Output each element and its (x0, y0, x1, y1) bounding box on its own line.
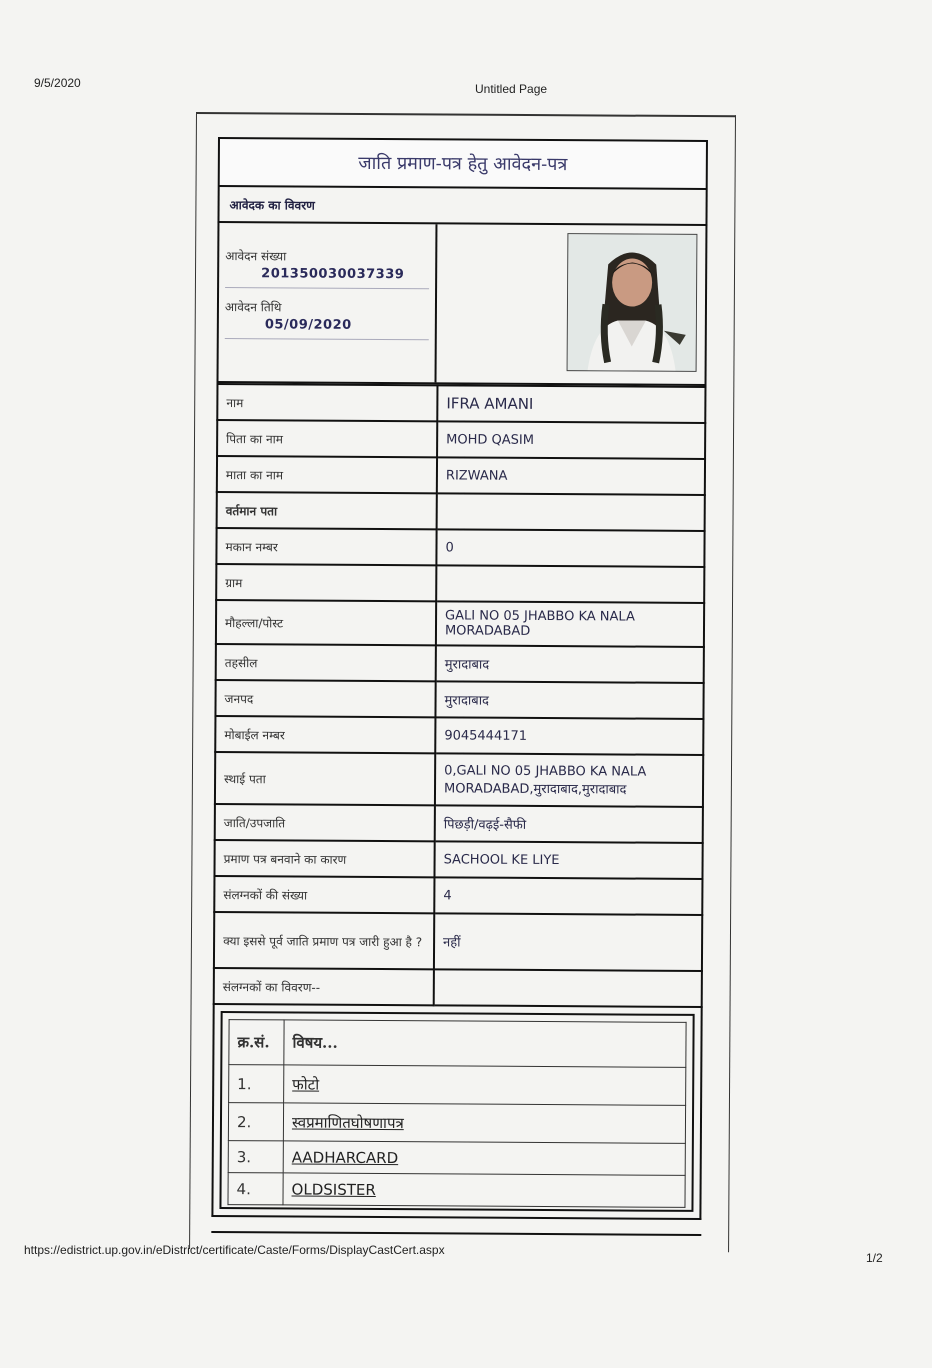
attachment-link-aadhar[interactable]: AADHARCARD (283, 1141, 685, 1175)
field-value: 4 (434, 877, 702, 915)
field-value: IFRA AMANI (437, 385, 705, 423)
attachment-sn: 1. (229, 1065, 284, 1103)
field-label: मौहल्ला/पोस्ट (216, 600, 436, 645)
field-value (437, 493, 705, 531)
attachments-frame (219, 1011, 694, 1212)
attachments-table (227, 1019, 686, 1208)
print-date: 9/5/2020 (34, 76, 81, 90)
application-meta (219, 223, 438, 382)
attachment-row (228, 1141, 685, 1176)
field-value: MOHD QASIM (437, 421, 705, 459)
field-label: मकान नम्बर (216, 528, 436, 565)
field-label: तहसील (216, 644, 436, 681)
field-value: RIZWANA (437, 457, 705, 495)
col-serial-no: क्र.सं. (229, 1020, 284, 1065)
field-row-name (217, 384, 705, 423)
applicant-photo-image (568, 234, 697, 371)
field-row-locality (216, 600, 704, 647)
field-label: संलग्नकों का विवरण-- (214, 968, 434, 1005)
field-row-caste (215, 804, 703, 843)
field-value (434, 969, 702, 1007)
print-url: https://edistrict.up.gov.in/eDistrict/certificate/Caste/Forms/DisplayCastCert.aspx (24, 1243, 445, 1257)
print-page-number: 1/2 (866, 1251, 883, 1265)
field-value: 0,GALI NO 05 JHABBO KA NALA MORADABAD,मुरादाबाद,मुरादाबाद (435, 753, 703, 807)
field-row-village (216, 564, 704, 603)
field-row-tehsil (216, 644, 704, 683)
attachment-sn: 3. (228, 1141, 283, 1173)
field-row-attachment-count (214, 876, 702, 915)
form-title: जाति प्रमाण-पत्र हेतु आवेदन-पत्र (218, 137, 708, 190)
field-row-district (215, 680, 703, 719)
field-value: SACHOOL KE LIYE (434, 841, 702, 879)
photo-cell (437, 224, 706, 384)
field-value: 9045444171 (435, 717, 703, 755)
caste-application-form (211, 137, 708, 1236)
application-no-label: आवेदन संख्या (225, 249, 287, 264)
field-value: मुरादाबाद (435, 681, 703, 719)
field-value: 0 (436, 529, 704, 567)
attachment-sn: 2. (228, 1103, 283, 1141)
field-value (436, 565, 704, 603)
attachment-row (229, 1065, 686, 1106)
attachment-link-oldsister[interactable]: OLDSISTER (283, 1173, 685, 1207)
field-label: जाति/उपजाति (215, 804, 435, 841)
attachment-row (228, 1103, 685, 1144)
attachment-link-photo[interactable]: फोटो (284, 1065, 686, 1105)
field-label: जनपद (215, 680, 435, 717)
field-row-father-name (217, 420, 705, 459)
application-no-value: 201350030037339 (225, 266, 429, 289)
field-label: वर्तमान पता (217, 492, 437, 529)
applicant-photo (567, 233, 698, 372)
print-page-title: Untitled Page (475, 82, 548, 96)
application-date-value: 05/09/2020 (225, 317, 429, 340)
attachment-link-self-declaration[interactable]: स्वप्रमाणितघोषणापत्र (283, 1103, 685, 1143)
field-label: संलग्नकों की संख्या (214, 876, 434, 913)
field-row-permanent-address (215, 752, 703, 807)
field-value: पिछड़ी/वढ़ई-सैफी (435, 805, 703, 843)
field-row-mobile (215, 716, 703, 755)
field-label: स्थाई पता (215, 752, 435, 805)
attachments-header-row (229, 1020, 686, 1068)
field-row-mother-name (217, 456, 705, 495)
field-label: पिता का नाम (217, 420, 437, 457)
field-row-current-address (217, 492, 705, 531)
field-label: मोबाईल नम्बर (215, 716, 435, 753)
field-label: ग्राम (216, 564, 436, 601)
section-applicant-details: आवेदक का विवरण (217, 187, 707, 226)
field-label: क्या इससे पूर्व जाति प्रमाण पत्र जारी हुआ है ? (214, 912, 434, 969)
attachments-section (211, 1005, 702, 1220)
application-info-block (216, 223, 707, 386)
field-value: नहीं (434, 913, 702, 971)
field-value: मुरादाबाद (436, 645, 704, 683)
attachment-sn: 4. (228, 1173, 283, 1205)
attachment-row (228, 1173, 685, 1208)
field-row-house-no (216, 528, 704, 567)
field-row-attachment-details (214, 968, 702, 1007)
field-label: प्रमाण पत्र बनवाने का कारण (214, 840, 434, 877)
applicant-fields-table (213, 383, 707, 1008)
field-value: GALI NO 05 JHABBO KA NALA MORADABAD (436, 601, 704, 647)
field-row-reason (214, 840, 702, 879)
application-date-label: आवेदन तिथि (224, 300, 282, 315)
field-label: माता का नाम (217, 456, 437, 493)
field-label: नाम (217, 384, 437, 421)
col-subject: विषय... (284, 1020, 686, 1067)
field-row-previous-certificate (214, 912, 702, 971)
